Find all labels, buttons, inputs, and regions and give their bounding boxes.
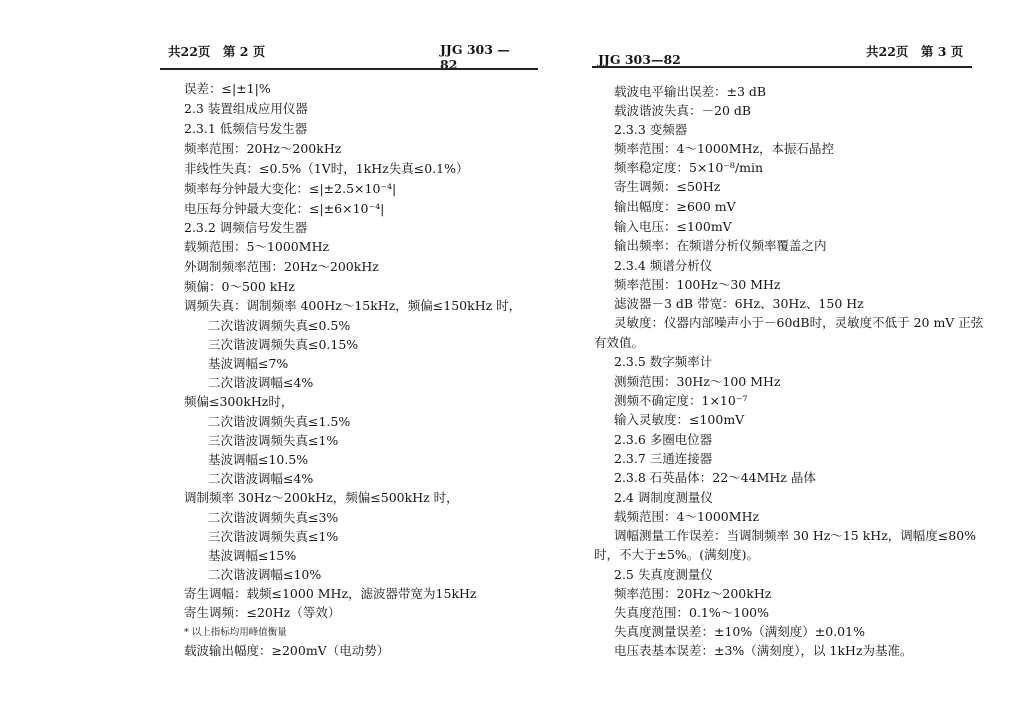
text-line: 载频范围：5～1000MHz (184, 239, 330, 254)
text-line: 频偏：0～500 kHz (184, 279, 295, 294)
text-line: 调频失真：调制频率 400Hz～15kHz，频偏≤150kHz 时， (184, 298, 522, 313)
text-line: 基波调幅≤10.5% (208, 452, 309, 467)
text-line: 时，不大于±5%。(满刻度)。 (594, 547, 760, 562)
text-line: 二次谐波调频失真≤1.5% (208, 414, 351, 429)
text-line: 输入灵敏度：≤100mV (614, 412, 745, 427)
right-page (512, 0, 1024, 724)
text-line: 基波调幅≤7% (208, 356, 289, 371)
text-line: 失真度测量误差：±10%（满刻度）±0.01% (614, 624, 865, 639)
section-heading: 2.3.8 石英晶体：22～44MHz 晶体 (614, 470, 816, 485)
text-line: 二次谐波调幅≤10% (208, 567, 322, 582)
section-heading: 2.3.5 数字频率计 (614, 354, 713, 369)
text-line: 寄生调幅：载频≤1000 MHz，滤波器带宽为15kHz (184, 586, 477, 601)
text-line: 三次谐波调频失真≤0.15% (208, 337, 359, 352)
text-line: 载波谐波失真：－20 dB (614, 103, 752, 118)
text-line: 三次谐波调频失真≤1% (208, 433, 339, 448)
text-line: 频率范围：20Hz～200kHz (614, 586, 772, 601)
text-line: 二次谐波调幅≤4% (208, 375, 314, 390)
left-header-page-number: 共22页 第 2 页 (168, 44, 266, 59)
text-line: 调制频率 30Hz～200kHz，频偏≤500kHz 时， (184, 490, 459, 505)
text-line: 灵敏度：仪器内部噪声小于－60dB时，灵敏度不低于 20 mV 正弦 (614, 315, 984, 330)
text-line: 寄生调频：≤50Hz (614, 179, 721, 194)
text-line: 有效值。 (594, 335, 645, 350)
section-heading: 2.3.3 变频器 (614, 122, 688, 137)
right-header-page-number: 共22页 第 3 页 (866, 44, 964, 59)
text-line: 频偏≤300kHz时， (184, 394, 294, 409)
text-line: 基波调幅≤15% (208, 548, 297, 563)
right-header-rule (592, 66, 972, 68)
text-line: 频率每分钟最大变化：≤|±2.5×10⁻⁴| (184, 181, 397, 196)
section-heading: 2.4 调制度测量仪 (614, 490, 713, 505)
right-header-standard-code: JJG 303—82 (598, 52, 681, 67)
text-line: 二次谐波调幅≤4% (208, 471, 314, 486)
text-line: 输出幅度：≥600 mV (614, 199, 736, 214)
text-line: 测频范围：30Hz～100 MHz (614, 374, 781, 389)
text-line: 寄生调频：≤20Hz（等效） (184, 605, 341, 620)
text-line: 滤波器－3 dB 带宽：6Hz、30Hz、150 Hz (614, 296, 864, 311)
text-line: 频率范围：4～1000MHz，本振石晶控 (614, 141, 835, 156)
text-line: 载频范围：4～1000MHz (614, 509, 760, 524)
text-line: 失真度范围：0.1%～100% (614, 605, 769, 620)
text-line: 电压表基本误差：±3%（满刻度），以 1kHz为基准。 (614, 643, 913, 658)
text-line: 载波电平输出误差：±3 dB (614, 84, 767, 99)
section-heading: 2.3.4 频谱分析仪 (614, 258, 713, 273)
text-line: 频率稳定度：5×10⁻⁸/min (614, 160, 764, 175)
left-header-standard-code: JJG 303 —82 (440, 42, 510, 72)
text-line: 误差：≤|±1|% (184, 81, 271, 96)
left-header-rule (160, 68, 538, 70)
text-line: 频率范围：20Hz～200kHz (184, 141, 342, 156)
section-heading: 2.3.2 调频信号发生器 (184, 220, 308, 235)
section-heading: 2.3 装置组成应用仪器 (184, 101, 308, 116)
text-line: 电压每分钟最大变化：≤|±6×10⁻⁴| (184, 201, 385, 216)
text-line: 非线性失真：≤0.5%（1V时，1kHz失真≤0.1%） (184, 161, 469, 176)
text-line: 外调制频率范围：20Hz～200kHz (184, 259, 379, 274)
text-line: 测频不确定度：1×10⁻⁷ (614, 393, 748, 408)
text-line: 频率范围：100Hz～30 MHz (614, 277, 781, 292)
text-line: 输入电压：≤100mV (614, 219, 732, 234)
text-line: 三次谐波调频失真≤1% (208, 529, 339, 544)
text-line: 调幅测量工作误差：当调制频率 30 Hz～15 kHz，调幅度≤80% (614, 528, 977, 543)
section-heading: 2.5 失真度测量仪 (614, 567, 713, 582)
footnote: * 以上指标均用峰值衡量 (184, 627, 287, 638)
text-line: 载波输出幅度：≥200mV（电动势） (184, 643, 390, 658)
section-heading: 2.3.7 三通连接器 (614, 451, 713, 466)
section-heading: 2.3.1 低频信号发生器 (184, 121, 308, 136)
text-line: 二次谐波调频失真≤0.5% (208, 318, 351, 333)
text-line: 二次谐波调频失真≤3% (208, 510, 339, 525)
text-line: 输出频率：在频谱分析仪频率覆盖之内 (614, 238, 827, 253)
section-heading: 2.3.6 多圈电位器 (614, 432, 713, 447)
